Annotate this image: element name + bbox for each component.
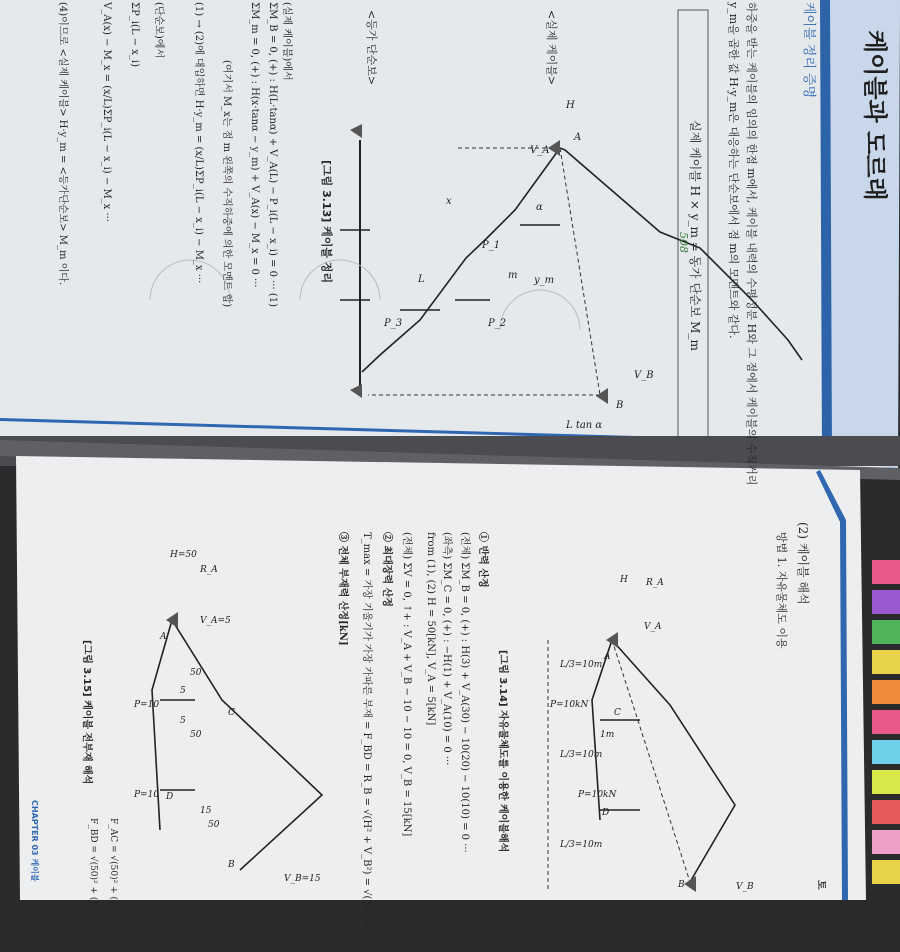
intro-line-2: y_m을 곱한 값 H·y_m은 대응하는 단순보에서 점 m의 모멘트와 같다. [727,2,740,339]
label-14-A: A [604,652,611,662]
method-heading: 방법 1. 자유물체도 이용 [775,532,788,649]
label-B: B [616,400,624,411]
label-14-H: H [620,575,628,585]
step-1-eq-2: (좌측) ΣM_C = 0, (+) : −H(1) + V_A(10) = 0 ··· [441,532,452,766]
label-L: L [418,274,425,285]
eq-1: ΣM_B = 0, (+) : H(L·tanα) + V_A(L) − P_i(L − x_i) = 0 ··· (1) [267,2,278,307]
label-actual-cable: <실제 케이블> [545,10,558,86]
label-14-1m: 1m [600,730,615,740]
label-14-P1: P=10kN [550,700,589,710]
label-15-5b: 5 [180,716,186,726]
label-15-RA: R_A [200,565,218,575]
header-right: 토 [815,880,826,890]
intro-line-1: 하중을 받는 케이블의 임의의 한점 m에서, 케이블 내력의 수평성분 H와 그 점에서 케이블의 수직거리 [745,2,758,486]
eq-3: (1) → (2)에 대입하면 H·y_m = (x/L)ΣP_i(L − x_i) − M_x ··· [193,2,204,284]
label-VB: V_B [634,370,654,381]
force-eq-1: F_AC = √(50)² + (5)² [108,818,118,913]
step-3-title: ③ 전체 부재력 산정[kN] [337,532,348,646]
force-eq-2: F_BD = √(50)² + (15)² [88,818,98,919]
label-15-50b: 50 [190,730,202,740]
label-m: m [508,270,518,281]
step-2-title: ② 최대장력 산정 [381,532,392,607]
label-15-VB: V_B=15 [284,874,321,884]
subsection-heading: (2) 케이블 해석 [796,522,810,605]
theorem: 실제 케이블 H × y_m = 동가 단순보 M_m [688,120,702,351]
step-1-title: ① 반력 산정 [477,532,488,588]
label-14-B: B [678,880,685,890]
figure-caption-3-14: [그림 3.14] 자유물체도를 이용한 케이블해석 [497,650,508,853]
chapter-heading: 케이블과 도르래 [861,30,889,201]
step-1-eq-1: (전체) ΣM_B = 0, (+) : H(3) + V_A(30) − 10(20) − 10(10) = 0 ··· [459,532,470,853]
label-15-H: H=50 [170,550,197,560]
label-14-L1: L/3=10m [560,660,603,670]
label-ym: y_m [534,275,555,286]
label-15-50a: 50 [190,668,202,678]
label-P1: P_1 [482,240,501,251]
label-H: H [566,100,575,111]
eq-4-intro: (단순보)에서 [153,2,164,59]
figure-caption-3-13: [그림 3.13] 케이블 정리 [320,160,333,284]
figure-caption-3-15: [그림 3.15] 케이블 전부재 해석 [81,640,92,785]
step-2-eq: T_max = 가장 기울기가 가장 가파른 부재 = F_BD = R_B = √(H² + V_B²) = √(50² + 15²) [361,532,372,952]
step-1-eq-4: (전체) ΣV = 0, ↑+ : V_A + V_B − 10 − 10 = 0, V_B = 15[kN] [401,532,412,837]
page-footer: CHAPTER 03 케이블 [30,800,39,882]
label-15-B: B [228,860,235,870]
eq-conclusion: (4)이므로 <실제 케이블> H·y_m = <등가단순보> M_m 이다. [57,2,68,286]
label-15-D: D [166,792,174,802]
eq-2: ΣM_m = 0, (+) : H(x·tanα − y_m) + V_A(x) − M_x = 0 ··· [249,2,260,288]
label-15-50c: 50 [208,820,220,830]
handwritten-note: 508 [677,232,690,253]
label-A: A [574,132,582,143]
label-alpha: α [536,202,543,213]
label-14-L3: L/3=10m [560,840,603,850]
label-14-L2: L/3=10m [560,750,603,760]
label-15-A: A [160,632,167,642]
label-15-VA: V_A=5 [200,616,231,626]
label-14-VB: V_B [736,882,754,892]
label-15-15: 15 [200,806,212,816]
label-P2: P_2 [488,318,507,329]
label-P3: P_3 [384,318,403,329]
label-15-P2: P=10 [134,790,160,800]
step-1-eq-3: from (1), (2) H = 50[kN], V_A = 5[kN] [425,532,436,726]
label-14-C: C [614,708,621,718]
label-x: x [446,196,452,207]
label-VA: V_A [530,145,550,156]
label-14-D: D [602,808,610,818]
eq-intro: (실제 케이블)에서 [281,2,292,81]
section-heading: 케이블 정리 증명 [801,2,816,99]
eq-5: ΣP_i(L − x_i) [129,2,140,68]
label-15-C: C [228,708,235,718]
eq-6: V_A(x) − M_x = (x/L)ΣP_i(L − x_i) − M_x ··· [101,2,112,223]
label-15-P1: P=10 [134,700,160,710]
eq-note: (여기서 M_x는 점 m 왼쪽의 수직하중에 의한 모멘트 합) [221,60,232,308]
label-14-VA: V_A [644,622,662,632]
label-15-5a: 5 [180,686,186,696]
label-Ltan: L tan α [566,420,603,431]
label-14-P2: P=10kN [578,790,617,800]
label-14-RA: R_A [646,578,664,588]
label-equiv-beam: <등가 단순보> [365,10,378,86]
